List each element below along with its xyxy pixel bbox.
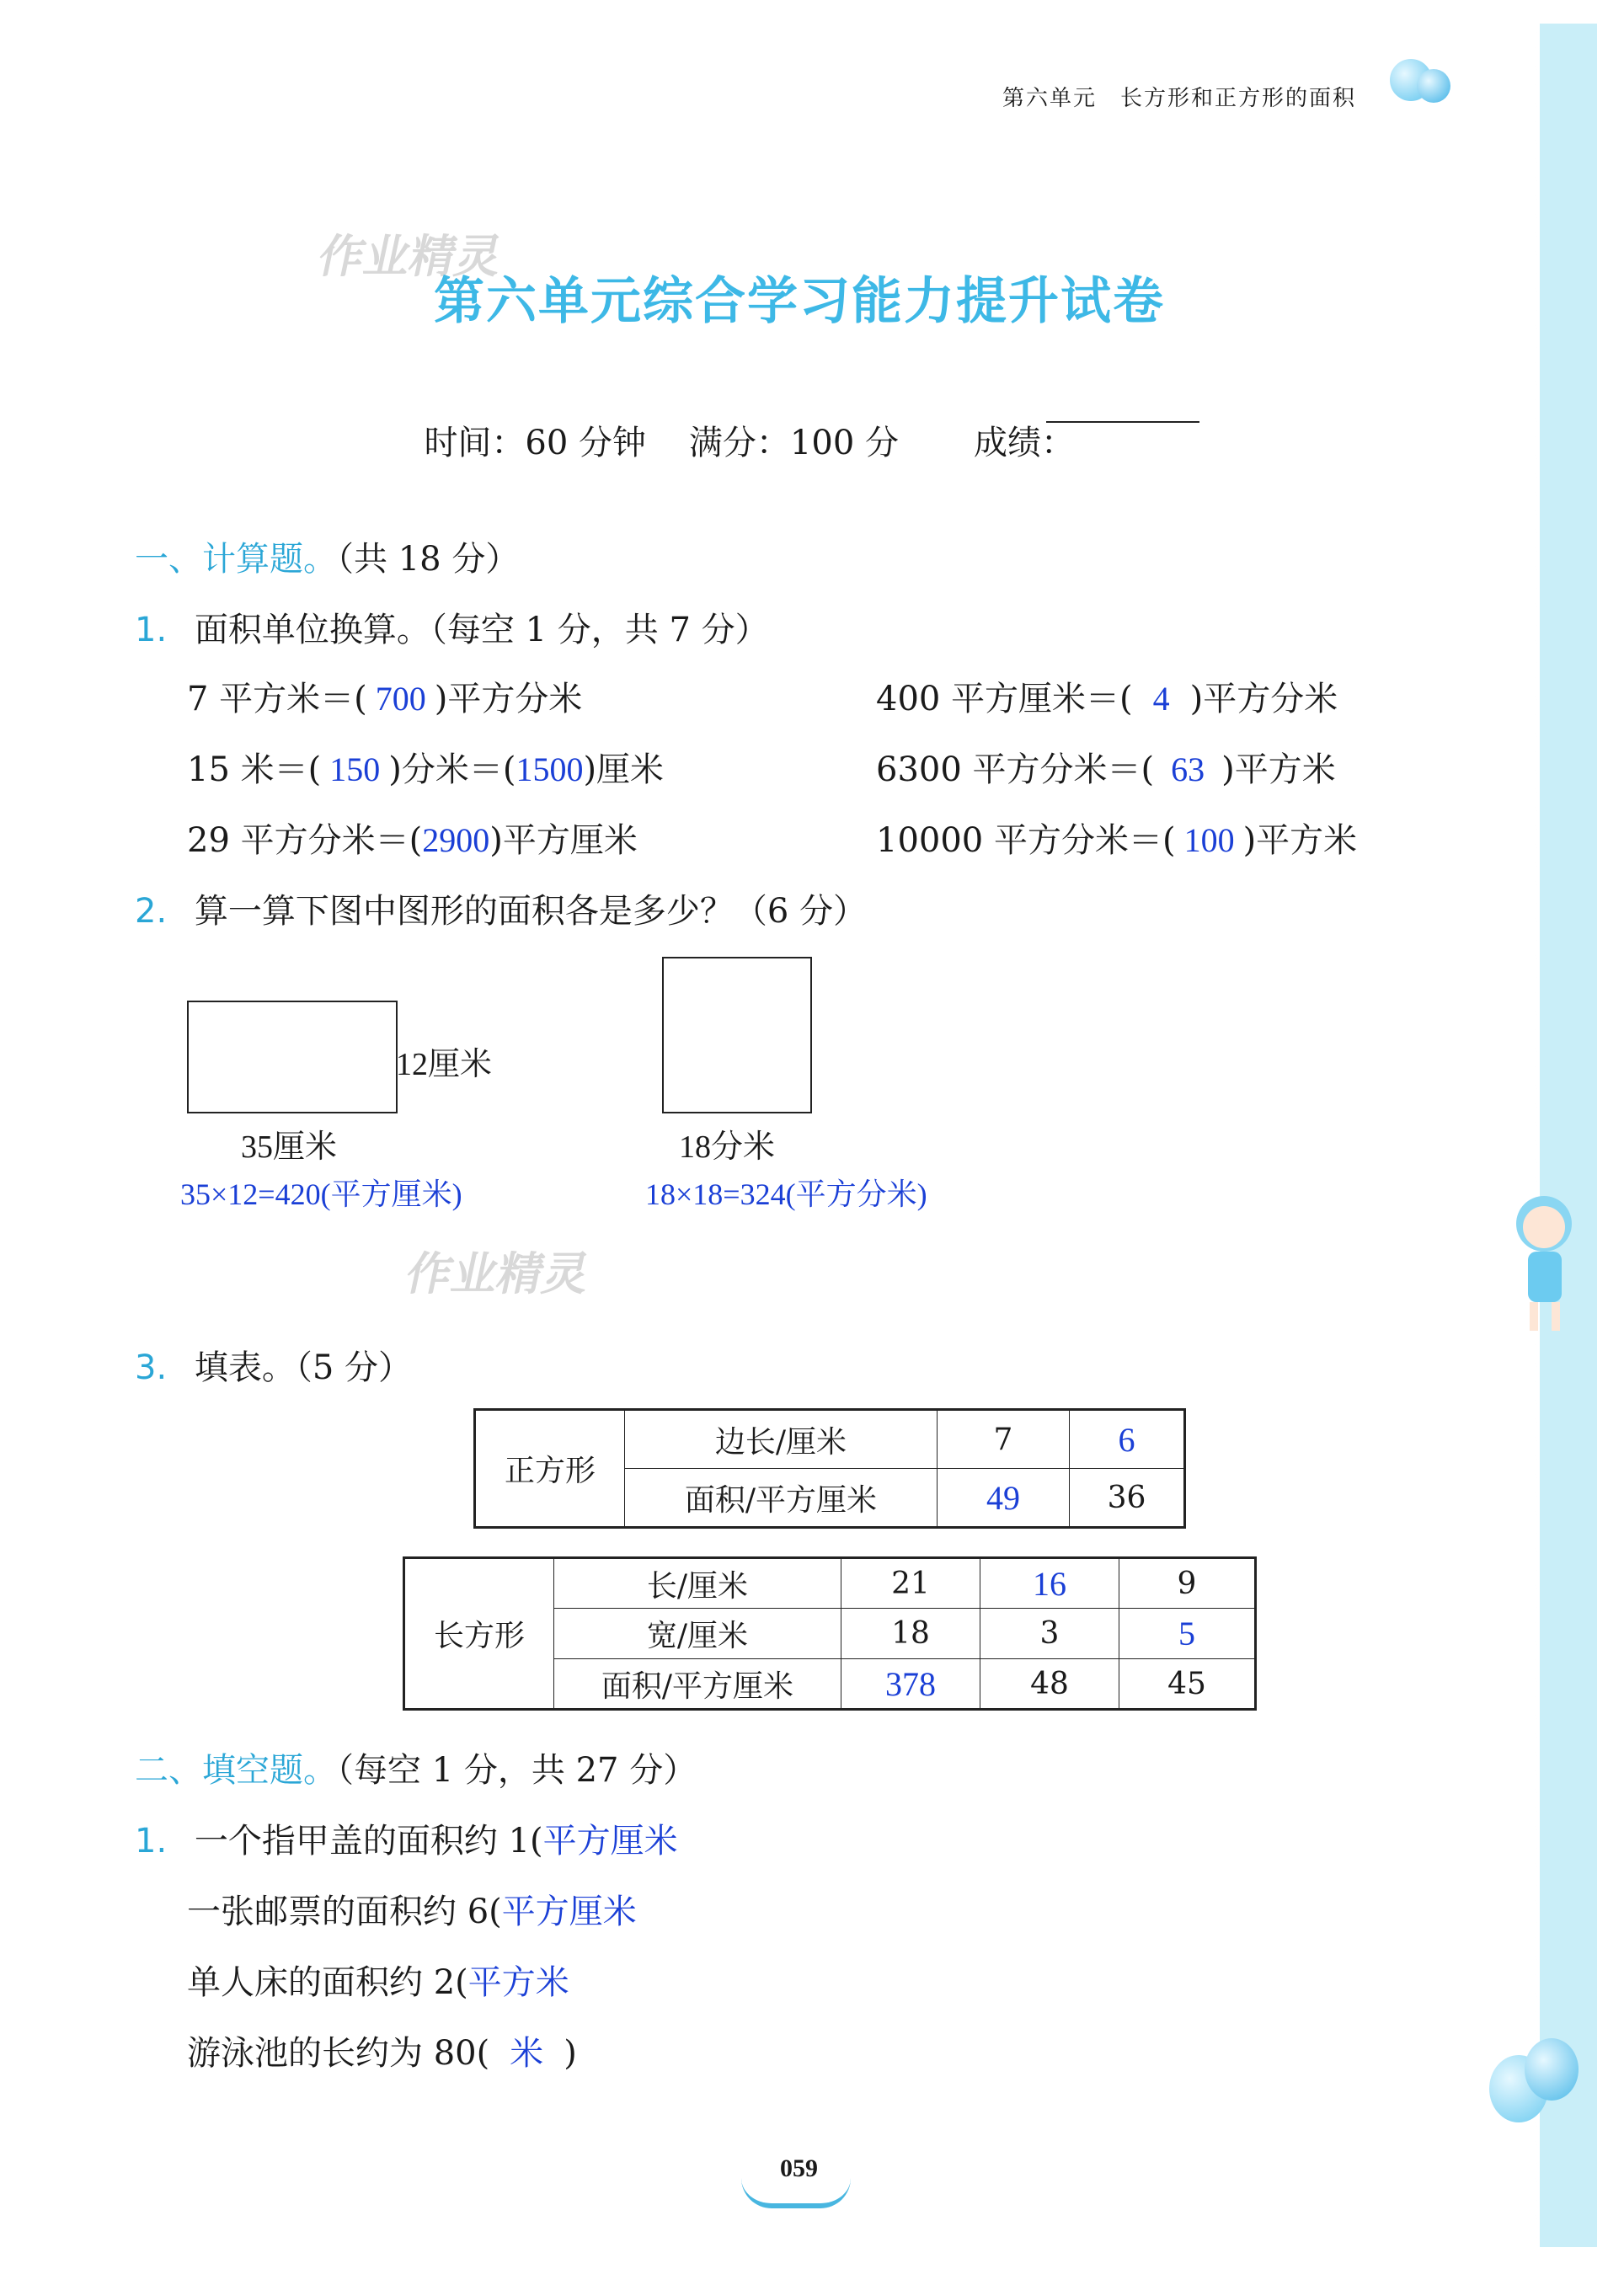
q1-right-line-2: 6300 平方分米＝( 63 )平方米 — [876, 750, 1336, 789]
table-cell: 面积/平方厘米 — [554, 1659, 841, 1710]
table-cell: 7 — [938, 1410, 1070, 1469]
side-stripe-edge — [1531, 24, 1543, 2247]
watermark: 作业精灵 — [313, 230, 507, 283]
s2-line-2: 一张邮票的面积约 6(平方厘米 — [187, 1893, 637, 1931]
square-area-answer: 18×18=324(平方分米) — [645, 1177, 927, 1211]
rect-height-label: 12厘米 — [396, 1047, 493, 1082]
score-blank[interactable] — [1046, 421, 1199, 423]
square-figure — [662, 957, 812, 1113]
girl-illustration — [1504, 1196, 1585, 1339]
table-cell: 9 — [1119, 1558, 1256, 1609]
q2-prompt: 2. 算一算下图中图形的面积各是多少？（6 分） — [135, 892, 868, 931]
table-cell: 45 — [1119, 1659, 1256, 1710]
square-table-name: 正方形 — [475, 1410, 625, 1528]
score-label: 成绩： — [974, 424, 1075, 462]
page-title: 第六单元综合学习能力提升试卷 — [434, 272, 1165, 331]
s2-line-4: 游泳池的长约为 80( 米 ) — [187, 2034, 577, 2073]
full-score: 满分：100 分 — [688, 424, 899, 462]
q1-right-line-3: 10000 平方分米＝( 100 )平方米 — [876, 821, 1358, 860]
table-answer-cell: 49 — [938, 1469, 1070, 1528]
q1-right-line-1: 400 平方厘米＝( 4 )平方分米 — [876, 680, 1338, 718]
rect-table-name: 长方形 — [404, 1558, 554, 1710]
table-cell: 长/厘米 — [554, 1558, 841, 1609]
q1-left-line-1: 7 平方米＝( 700 )平方分米 — [187, 680, 583, 718]
q1-left-line-3: 29 平方分米＝(2900)平方厘米 — [187, 821, 638, 860]
balloon-icon — [1525, 2038, 1579, 2101]
square-table — [473, 1408, 1186, 1529]
time-limit: 时间：60 分钟 — [424, 424, 647, 462]
q1-left-line-2: 15 米＝( 150 )分米＝(1500)厘米 — [187, 750, 665, 789]
table-answer-cell: 6 — [1070, 1410, 1185, 1469]
table-cell: 宽/厘米 — [554, 1609, 841, 1659]
watermark: 作业精灵 — [401, 1247, 595, 1300]
s2-line-1: 1. 一个指甲盖的面积约 1(平方厘米 — [135, 1822, 678, 1861]
table-answer-cell: 378 — [841, 1659, 980, 1710]
q3-prompt: 3. 填表。（5 分） — [135, 1348, 413, 1387]
s2-line-3: 单人床的面积约 2(平方米 — [187, 1963, 569, 2002]
section2-heading: 二、填空题。（每空 1 分，共 27 分） — [135, 1751, 697, 1790]
table-cell: 18 — [841, 1609, 980, 1659]
rect-width-label: 35厘米 — [241, 1129, 338, 1165]
page-number: 059 — [780, 2154, 818, 2182]
table-cell: 边长/厘米 — [625, 1410, 938, 1469]
table-cell: 3 — [980, 1609, 1119, 1659]
table-answer-cell: 5 — [1119, 1609, 1256, 1659]
table-cell: 面积/平方厘米 — [625, 1469, 938, 1528]
unit-header: 第六单元 长方形和正方形的面积 — [1002, 86, 1357, 111]
side-stripe — [1540, 24, 1597, 2247]
table-answer-cell: 16 — [980, 1558, 1119, 1609]
balloon-icon — [1417, 69, 1450, 103]
table-cell: 21 — [841, 1558, 980, 1609]
table-cell: 36 — [1070, 1469, 1185, 1528]
square-side-label: 18分米 — [679, 1129, 776, 1165]
table-cell: 48 — [980, 1659, 1119, 1710]
q1-prompt: 1. 面积单位换算。（每空 1 分，共 7 分） — [135, 611, 769, 649]
page-number-decoration — [741, 2178, 851, 2208]
rectangle-figure — [187, 1001, 398, 1113]
rectangle-table — [403, 1556, 1257, 1711]
exam-info — [403, 377, 1075, 464]
rect-area-answer: 35×12=420(平方厘米) — [180, 1177, 462, 1211]
section1-heading: 一、计算题。（共 18 分） — [135, 540, 520, 579]
